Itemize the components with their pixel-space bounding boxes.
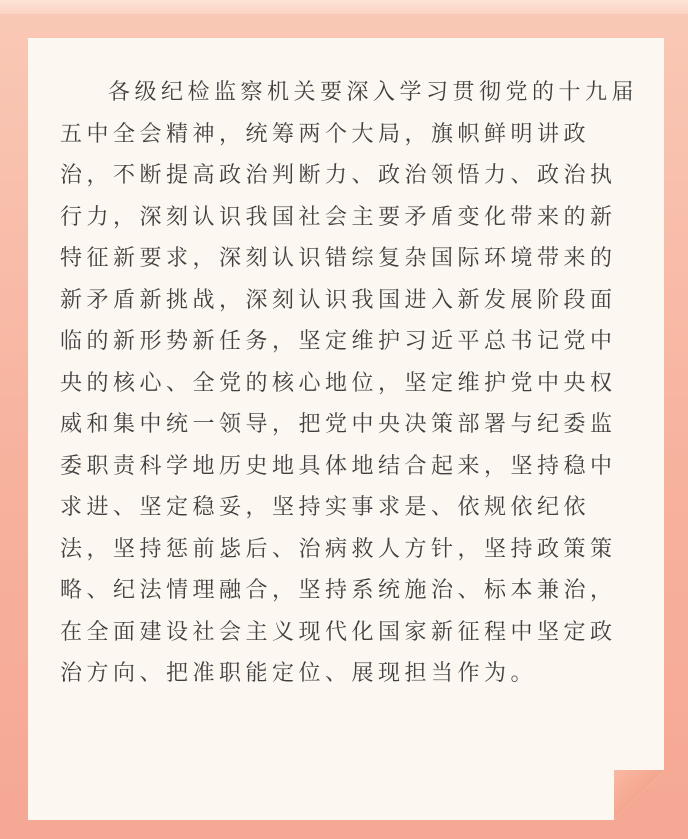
top-band (0, 0, 688, 14)
article-paragraph: 各级纪检监察机关要深入学习贯彻党的十九届五中全会精神，统筹两个大局，旗帜鲜明讲政治，不断提高政治判断力、政治领悟力、政治执行力，深刻认识我国社会主要矛盾变化带来的新特征新要求，深刻认识错综复杂国际环境带来的新矛盾新挑战，深刻认识我国进入新发展阶段面临的新形势新任务，坚定维护习近平总书记党中央的核心、全党的核心地位，坚定维护党中央权威和集中统一领导，把党中央决策部署与纪委监委职责科学地历史地具体地结合起来，坚持稳中求进、坚定稳妥，坚持实事求是、依规依纪依法，坚持惩前毖后、治病救人方针，坚持政策策略、纪法情理融合，坚持系统施治、标本兼治，在全面建设社会主义现代化国家新征程中坚定政治方向、把准职能定位、展现担当作为。 (60, 80, 639, 686)
page-fold-corner (614, 770, 664, 820)
